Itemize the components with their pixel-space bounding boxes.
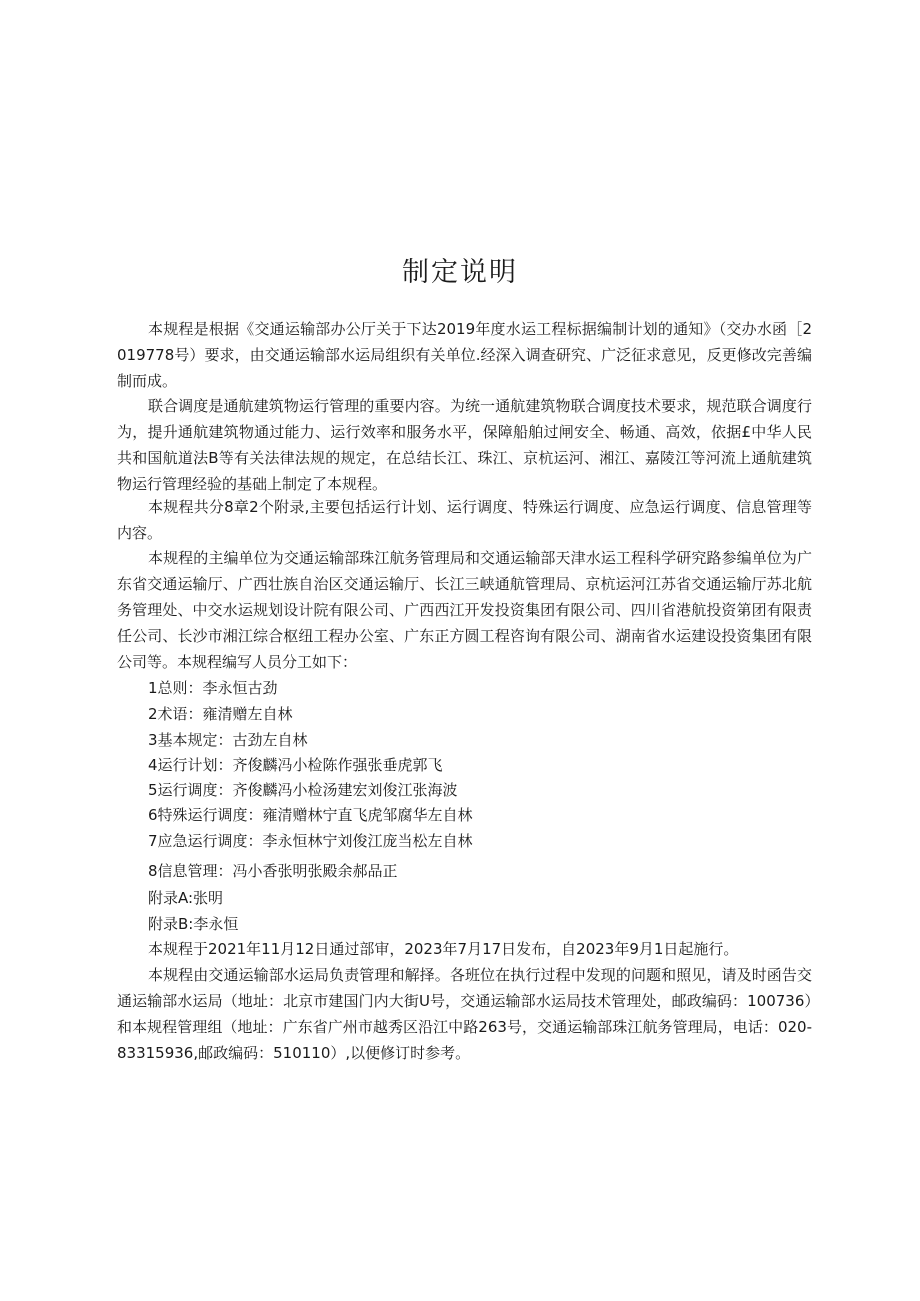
paragraph-dates: 本规程于2021年11月12日通过部审，2023年7月17日发布，自2023年9月1日起施行。 (148, 940, 739, 958)
assignment-item: 5运行调度：齐俊麟冯小检汤建宏刘俊江张海波 (148, 781, 458, 799)
assignment-item: 7应急运行调度：李永恒林宁刘俊江庞当松左自林 (148, 832, 473, 850)
paragraph-purpose: 联合调度是通航建筑物运行管理的重要内容。为统一通航建筑物联合调度技术要求，规范联合调度行为，提升通航建筑物通过能力、运行效率和服务水平，保障船舶过闸安全、畅通、高效，依据£中华人民共和国航道法B等有关法律法规的规定，在总结长江、珠江、京杭运河、湘江、嘉陵江等河流上通航建筑物运行管理经验的基础上制定了本规程。 (117, 397, 812, 493)
appendix-item: 附录A:张明 (148, 889, 224, 907)
assignment-item: 4运行计划：齐俊麟冯小检陈作强张垂虎郭飞 (148, 756, 443, 774)
page-title: 制定说明 (402, 257, 518, 288)
assignment-item: 3基本规定：古劲左自林 (148, 731, 308, 749)
appendix-item: 附录B:李永恒 (148, 915, 239, 933)
paragraph-feedback: 本规程由交通运输部水运局负责管理和解择。各班位在执行过程中发现的问题和照见，请及时函告交通运输部水运局（地址：北京市建国门内大街U号，交通运输部水运局技术管理处，邮政编码：100736）和本规程管理组（地址：广东省广州市越秀区沿江中路263号，交通运输部珠江航务管理局，电话：020-83315936,邮政编码：510110）,以便修订时参考。 (117, 966, 812, 1062)
assignment-item: 1总则：李永恒古劲 (148, 679, 278, 697)
assignment-item: 8信息管理：冯小香张明张殿余郝品正 (148, 862, 398, 880)
assignment-item: 2术语：雍清赠左自林 (148, 705, 293, 723)
paragraph-basis: 本规程是根据《交通运输部办公厅关于下达2019年度水运工程标据编制计划的通知》（交办水函［2019778号）要求，由交通运输部水运局组织有关单位.经深入调查研究、广泛征求意见，反更修改完善编制而成。 (117, 320, 812, 390)
paragraph-units: 本规程的主编单位为交通运输部珠江航务管理局和交通运输部天津水运工程科学研究路参编单位为广东省交通运输厅、广西壮族自治区交通运输厅、长江三峡通航管理局、京杭运河江苏省交通运输厅苏北航务管理处、中交水运规划设计院有限公司、广西西江开发投资集团有限公司、四川省港航投资第团有限责任公司、长沙市湘江综合枢纽工程办公室、广东正方圆工程咨询有限公司、湖南省水运建设投资集团有限公司等。本规程编写人员分工如下： (117, 549, 812, 671)
assignment-item: 6特殊运行调度：雍清赠林宁直飞虎邹腐华左自林 (148, 806, 473, 824)
paragraph-structure: 本规程共分8章2个附录,主要包括运行计划、运行调度、特殊运行调度、应急运行调度、信息管理等内容。 (117, 498, 812, 542)
